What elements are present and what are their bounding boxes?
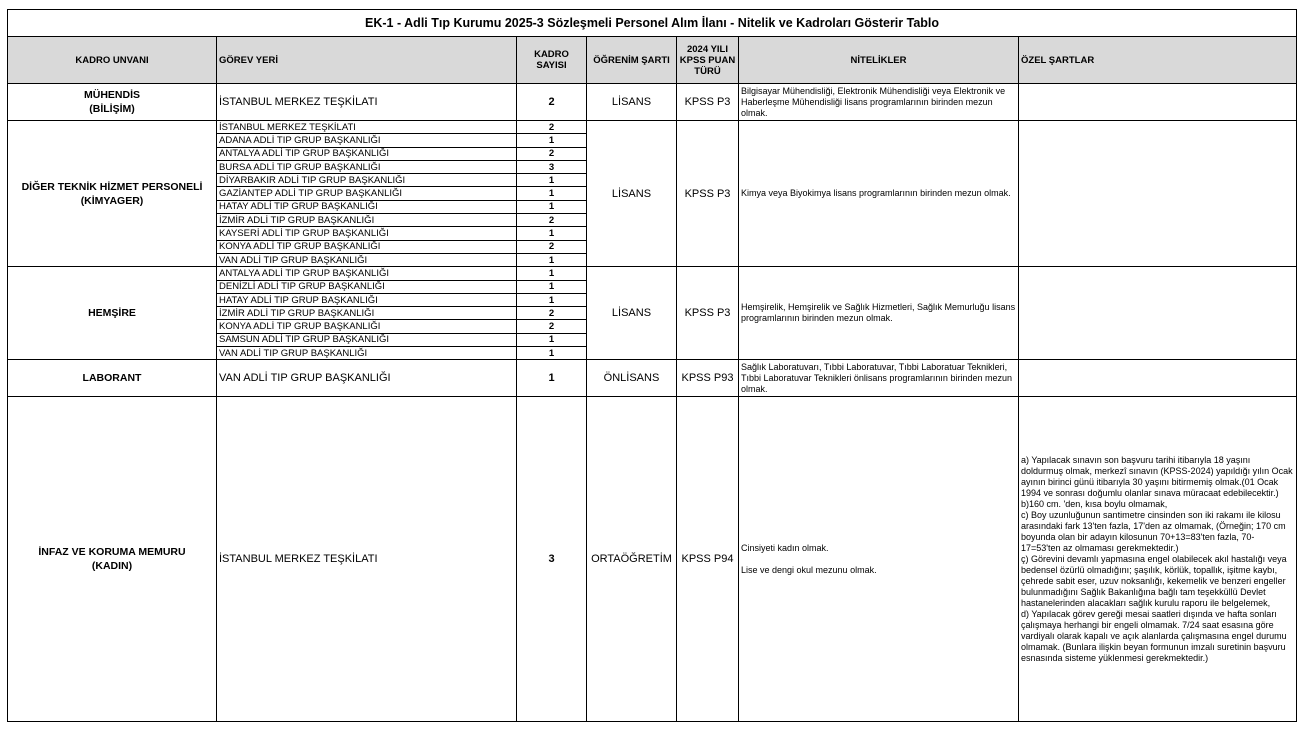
ozel-sartlar-cell: [1019, 84, 1297, 121]
nitelikler-cell: Hemşirelik, Hemşirelik ve Sağlık Hizmetleri, Sağlık Memurluğu lisans programlarının birinden mezun olmak.: [739, 267, 1019, 360]
nitelikler-cell: Sağlık Laboratuvarı, Tıbbi Laboratuvar, Tıbbi Laboratuar Teknikleri, Tıbbi Laboratuvar Teknikleri önlisans programlarının birinden mezun olmak.: [739, 360, 1019, 397]
nitelikler-cell: Bilgisayar Mühendisliği, Elektronik Mühendisliği veya Elektronik ve Haberleşme Mühendisliği lisans programlarının birinden mezun olmak.: [739, 84, 1019, 121]
kadro-sayisi-cell: 2: [517, 240, 587, 253]
kpss-cell: KPSS P3: [677, 84, 739, 121]
nitelikler-cell: Kimya veya Biyokimya lisans programlarının birinden mezun olmak.: [739, 121, 1019, 267]
kadro-sayisi-cell: 1: [517, 187, 587, 200]
kadro-sayisi-cell: 1: [517, 227, 587, 240]
ozel-sartlar-cell: [1019, 360, 1297, 397]
kadro-sayisi-cell: 3: [517, 397, 587, 722]
kadro-sayisi-cell: 2: [517, 320, 587, 333]
kadro-table: [7, 9, 1297, 722]
gorev-yeri-cell: VAN ADLİ TIP GRUP BAŞKANLIĞI: [217, 253, 517, 266]
gorev-yeri-cell: BURSA ADLİ TIP GRUP BAŞKANLIĞI: [217, 160, 517, 173]
gorev-yeri-cell: İZMİR ADLİ TIP GRUP BAŞKANLIĞI: [217, 307, 517, 320]
kadro-sayisi-cell: 1: [517, 174, 587, 187]
kpss-cell: KPSS P3: [677, 121, 739, 267]
gorev-yeri-cell: ANTALYA ADLİ TIP GRUP BAŞKANLIĞI: [217, 267, 517, 280]
kpss-cell: KPSS P3: [677, 267, 739, 360]
gorev-yeri-cell: İSTANBUL MERKEZ TEŞKİLATI: [217, 121, 517, 134]
kadro-sayisi-cell: 1: [517, 347, 587, 360]
nitelikler-cell: Cinsiyeti kadın olmak. Lise ve dengi okul mezunu olmak.: [739, 397, 1019, 722]
gorev-yeri-cell: HATAY ADLİ TIP GRUP BAŞKANLIĞI: [217, 293, 517, 306]
kadro-sayisi-cell: 2: [517, 121, 587, 134]
kadro-sayisi-cell: 1: [517, 360, 587, 397]
kadro-sayisi-cell: 2: [517, 84, 587, 121]
kadro-unvani-cell: MÜHENDİS (BİLİŞİM): [8, 84, 217, 121]
kadro-sayisi-cell: 2: [517, 147, 587, 160]
gorev-yeri-cell: İSTANBUL MERKEZ TEŞKİLATI: [217, 84, 517, 121]
header-kadro-unvani: KADRO UNVANI: [8, 37, 217, 84]
gorev-yeri-cell: HATAY ADLİ TIP GRUP BAŞKANLIĞI: [217, 200, 517, 213]
ogrenim-sarti-cell: LİSANS: [587, 121, 677, 267]
kadro-sayisi-cell: 1: [517, 293, 587, 306]
kadro-sayisi-cell: 1: [517, 333, 587, 346]
gorev-yeri-cell: SAMSUN ADLİ TIP GRUP BAŞKANLIĞI: [217, 333, 517, 346]
gorev-yeri-cell: VAN ADLİ TIP GRUP BAŞKANLIĞI: [217, 360, 517, 397]
gorev-yeri-cell: ANTALYA ADLİ TIP GRUP BAŞKANLIĞI: [217, 147, 517, 160]
gorev-yeri-cell: KAYSERİ ADLİ TIP GRUP BAŞKANLIĞI: [217, 227, 517, 240]
kadro-sayisi-cell: 1: [517, 280, 587, 293]
header-nitelikler: NİTELİKLER: [739, 37, 1019, 84]
gorev-yeri-cell: GAZİANTEP ADLİ TIP GRUP BAŞKANLIĞI: [217, 187, 517, 200]
kadro-sayisi-cell: 1: [517, 134, 587, 147]
table-row: [8, 121, 1297, 134]
ogrenim-sarti-cell: LİSANS: [587, 84, 677, 121]
ozel-sartlar-cell: [1019, 121, 1297, 267]
kadro-unvani-cell: DİĞER TEKNİK HİZMET PERSONELİ (KİMYAGER): [8, 121, 217, 267]
kpss-cell: KPSS P93: [677, 360, 739, 397]
header-row: [8, 37, 1297, 84]
kadro-sayisi-cell: 3: [517, 160, 587, 173]
kadro-sayisi-cell: 1: [517, 200, 587, 213]
header-ogrenim-sarti: ÖĞRENİM ŞARTI: [587, 37, 677, 84]
gorev-yeri-cell: VAN ADLİ TIP GRUP BAŞKANLIĞI: [217, 347, 517, 360]
gorev-yeri-cell: İZMİR ADLİ TIP GRUP BAŞKANLIĞI: [217, 214, 517, 227]
gorev-yeri-cell: DİYARBAKIR ADLİ TIP GRUP BAŞKANLIĞI: [217, 174, 517, 187]
gorev-yeri-cell: İSTANBUL MERKEZ TEŞKİLATI: [217, 397, 517, 722]
ozel-sartlar-cell: a) Yapılacak sınavın son başvuru tarihi itibarıyla 18 yaşını doldurmuş olmak, merkezî sınavın (KPSS-2024) yapıldığı yılın Ocak ayının birinci günü itibarıyla 30 yaşını bitirmemiş olmak.(01 Ocak 1994 ve sonrası doğumlu olanlar sınava müracaat edebilecektir.) b)160 cm. 'den, kısa boylu olmamak, c) Boy uzunluğunun santimetre cinsinden son iki rakamı ile kilosu arasındaki fark 13'ten fazla, 17'den az olmamak, (Örneğin; 170 cm boyunda olan bir adayın kilosunun 70+13=83'ten fazla, 70- 17=53'ten az olmaması gerekmektedir.) ç) Görevini devamlı yapmasına engel olabilecek akıl hastalığı veya bedensel özürlü olmadığını; şaşılık, körlük, topallık, işitme kaybı, çehrede sabit eser, uzuv noksanlığı, kekemelik ve benzeri engeller bulunmadığını Sağlık Bakanlığına bağlı tam teşekküllü Devlet hastanelerinden alacakları sağlık kurulu raporu ile belgelemek, d) Yapılacak görev gereği mesai saatleri dışında ve hafta sonları çalışmaya herhangi bir engeli olmamak. 7/24 saat esasına göre vardiyalı olarak kapalı ve açık alanlarda çalışmasına engel durumu olmamak. (Bunlara ilişkin beyan formunun imzalı suretinin başvuru esnasında sisteme yüklenmesi gerekmektedir.): [1019, 397, 1297, 722]
gorev-yeri-cell: KONYA ADLİ TIP GRUP BAŞKANLIĞI: [217, 320, 517, 333]
table-row: [8, 84, 1297, 121]
table-row: [8, 397, 1297, 722]
kadro-unvani-cell: HEMŞİRE: [8, 267, 217, 360]
ogrenim-sarti-cell: LİSANS: [587, 267, 677, 360]
table-row: [8, 360, 1297, 397]
kadro-sayisi-cell: 1: [517, 253, 587, 266]
kadro-sayisi-cell: 1: [517, 267, 587, 280]
kpss-cell: KPSS P94: [677, 397, 739, 722]
ogrenim-sarti-cell: ORTAÖĞRETİM: [587, 397, 677, 722]
table-row: [8, 267, 1297, 280]
gorev-yeri-cell: KONYA ADLİ TIP GRUP BAŞKANLIĞI: [217, 240, 517, 253]
header-ozel-sartlar: ÖZEL ŞARTLAR: [1019, 37, 1297, 84]
gorev-yeri-cell: DENİZLİ ADLİ TIP GRUP BAŞKANLIĞI: [217, 280, 517, 293]
kadro-sayisi-cell: 2: [517, 307, 587, 320]
header-kpss: 2024 YILI KPSS PUAN TÜRÜ: [677, 37, 739, 84]
ogrenim-sarti-cell: ÖNLİSANS: [587, 360, 677, 397]
header-gorev-yeri: GÖREV YERİ: [217, 37, 517, 84]
table-title: EK-1 - Adli Tıp Kurumu 2025-3 Sözleşmeli Personel Alım İlanı - Nitelik ve Kadroları Gösterir Tablo: [8, 10, 1297, 37]
kadro-unvani-cell: LABORANT: [8, 360, 217, 397]
ozel-sartlar-cell: [1019, 267, 1297, 360]
kadro-unvani-cell: İNFAZ VE KORUMA MEMURU (KADIN): [8, 397, 217, 722]
header-kadro-sayisi: KADRO SAYISI: [517, 37, 587, 84]
gorev-yeri-cell: ADANA ADLİ TIP GRUP BAŞKANLIĞI: [217, 134, 517, 147]
kadro-sayisi-cell: 2: [517, 214, 587, 227]
